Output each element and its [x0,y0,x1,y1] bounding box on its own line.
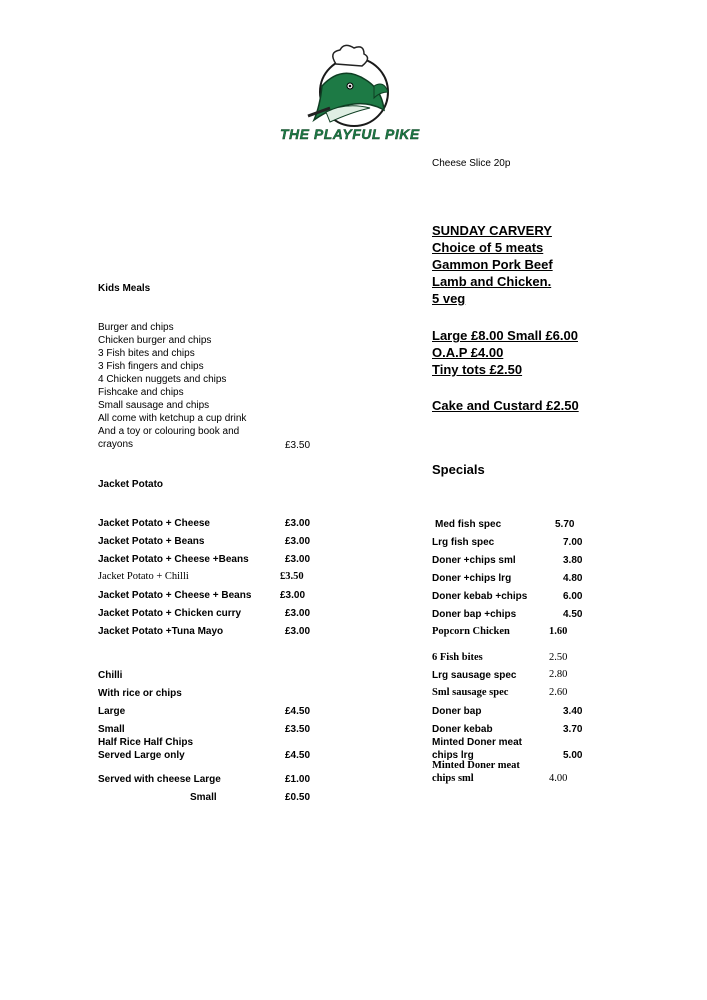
menu-item-price: £3.00 [285,626,311,637]
menu-item-price: £3.00 [285,554,311,565]
kids-meals-title: Kids Meals [98,283,151,294]
menu-item-price: 4.80 [563,573,583,584]
menu-item-name: Jacket Potato +Tuna Mayo [98,626,224,637]
menu-item-price: 4.50 [563,609,583,620]
carvery-prices [432,327,578,378]
menu-item-name: Sml sausage spec [432,687,509,698]
menu-item-name: Lrg fish spec [432,537,495,548]
logo [278,42,420,148]
carvery-line: Gammon Pork Beef [432,257,553,272]
list-item: crayons [98,439,134,450]
menu-item-price: 3.40 [563,706,583,717]
menu-item-name: Doner +chips sml [432,555,516,566]
menu-item-name: Lrg sausage spec [432,670,517,681]
kids-meals-price: £3.50 [285,440,311,451]
list-item: Fishcake and chips [98,387,184,398]
carvery-line: 5 veg [432,291,466,306]
menu-item-price: 4.00 [549,773,568,784]
menu-item-name: Small [190,792,217,803]
sunday-carvery [432,222,553,307]
cake-and-custard: Cake and Custard £2.50 [432,398,579,413]
jacket-potato-title: Jacket Potato [98,479,164,490]
carvery-line: Lamb and Chicken. [432,274,552,289]
list-item: Chicken burger and chips [98,335,212,346]
menu-item-name: Jacket Potato + Chilli [98,571,189,582]
menu-item-name: 6 Fish bites [432,652,483,663]
menu-item-name: Jacket Potato + Cheese +Beans [98,554,249,565]
menu-item-price: 7.00 [563,537,583,548]
menu-item-price: £4.50 [285,706,311,717]
menu-item-name: Served Large only [98,750,185,761]
cheese-slice-note: Cheese Slice 20p [432,158,511,169]
menu-item-price: £3.00 [285,518,311,529]
menu-item-name: Doner +chips lrg [432,573,512,584]
menu-item-name: Served with cheese Large [98,774,221,785]
list-item: 4 Chicken nuggets and chips [98,374,227,385]
menu-item-name: Jacket Potato + Beans [98,536,205,547]
list-item: 3 Fish bites and chips [98,348,195,359]
menu-item-price: 2.60 [549,687,568,698]
menu-item-price: 2.80 [549,669,568,680]
menu-item-price: £3.50 [285,724,311,735]
menu-item-price: 5.70 [555,519,575,530]
menu-item-name: Doner bap [432,706,482,717]
carvery-price: Tiny tots £2.50 [432,362,523,377]
menu-item-name: chips lrg [432,750,474,761]
menu-item-price: £0.50 [285,792,311,803]
menu-item-price: £3.50 [280,571,304,582]
menu-item-price: £4.50 [285,750,311,761]
menu-item-price: £3.00 [285,608,311,619]
menu-item-price: £3.00 [285,536,311,547]
menu-item-name: Med fish spec [435,519,502,530]
menu-item-name: Doner bap +chips [432,609,517,620]
menu-item-name: Minted Doner meat [432,760,520,771]
menu-item-name: Doner kebab +chips [432,591,528,602]
menu-item-name: chips sml [432,773,474,784]
menu-item-price: 1.60 [549,626,568,637]
menu-item-price: 3.70 [563,724,583,735]
list-item: And a toy or colouring book and [98,426,240,437]
carvery-price: O.A.P £4.00 [432,345,504,360]
menu-item-price: 2.50 [549,652,568,663]
menu-item-name: Minted Doner meat [432,737,523,748]
logo-text: THE PLAYFUL PIKE [280,126,420,142]
menu-item-name: Small [98,724,125,735]
list-item: Small sausage and chips [98,400,210,411]
list-item: All come with ketchup a cup drink [98,413,247,424]
chilli-title: Chilli [98,670,123,681]
specials-title: Specials [432,462,485,477]
chilli-subtitle: With rice or chips [98,688,182,699]
carvery-price: Large £8.00 Small £6.00 [432,328,578,343]
menu-item-name: Half Rice Half Chips [98,737,194,748]
menu-item-price: £3.00 [280,590,306,601]
menu-item-name: Doner kebab [432,724,493,735]
menu-item-price: 5.00 [563,750,583,761]
kids-meals-list [98,321,246,451]
menu-item-name: Popcorn Chicken [432,626,510,637]
menu-item-name: Large [98,706,126,717]
list-item: 3 Fish fingers and chips [98,361,204,372]
carvery-line: Choice of 5 meats [432,240,544,255]
menu-item-price: 6.00 [563,591,583,602]
menu-item-name: Jacket Potato + Cheese [98,518,210,529]
list-item: Burger and chips [98,322,174,333]
menu-item-price: 3.80 [563,555,583,566]
menu-item-name: Jacket Potato + Chicken curry [98,608,242,619]
carvery-line: SUNDAY CARVERY [432,223,552,238]
menu-item-price: £1.00 [285,774,311,785]
menu-item-name: Jacket Potato + Cheese + Beans [98,590,252,601]
